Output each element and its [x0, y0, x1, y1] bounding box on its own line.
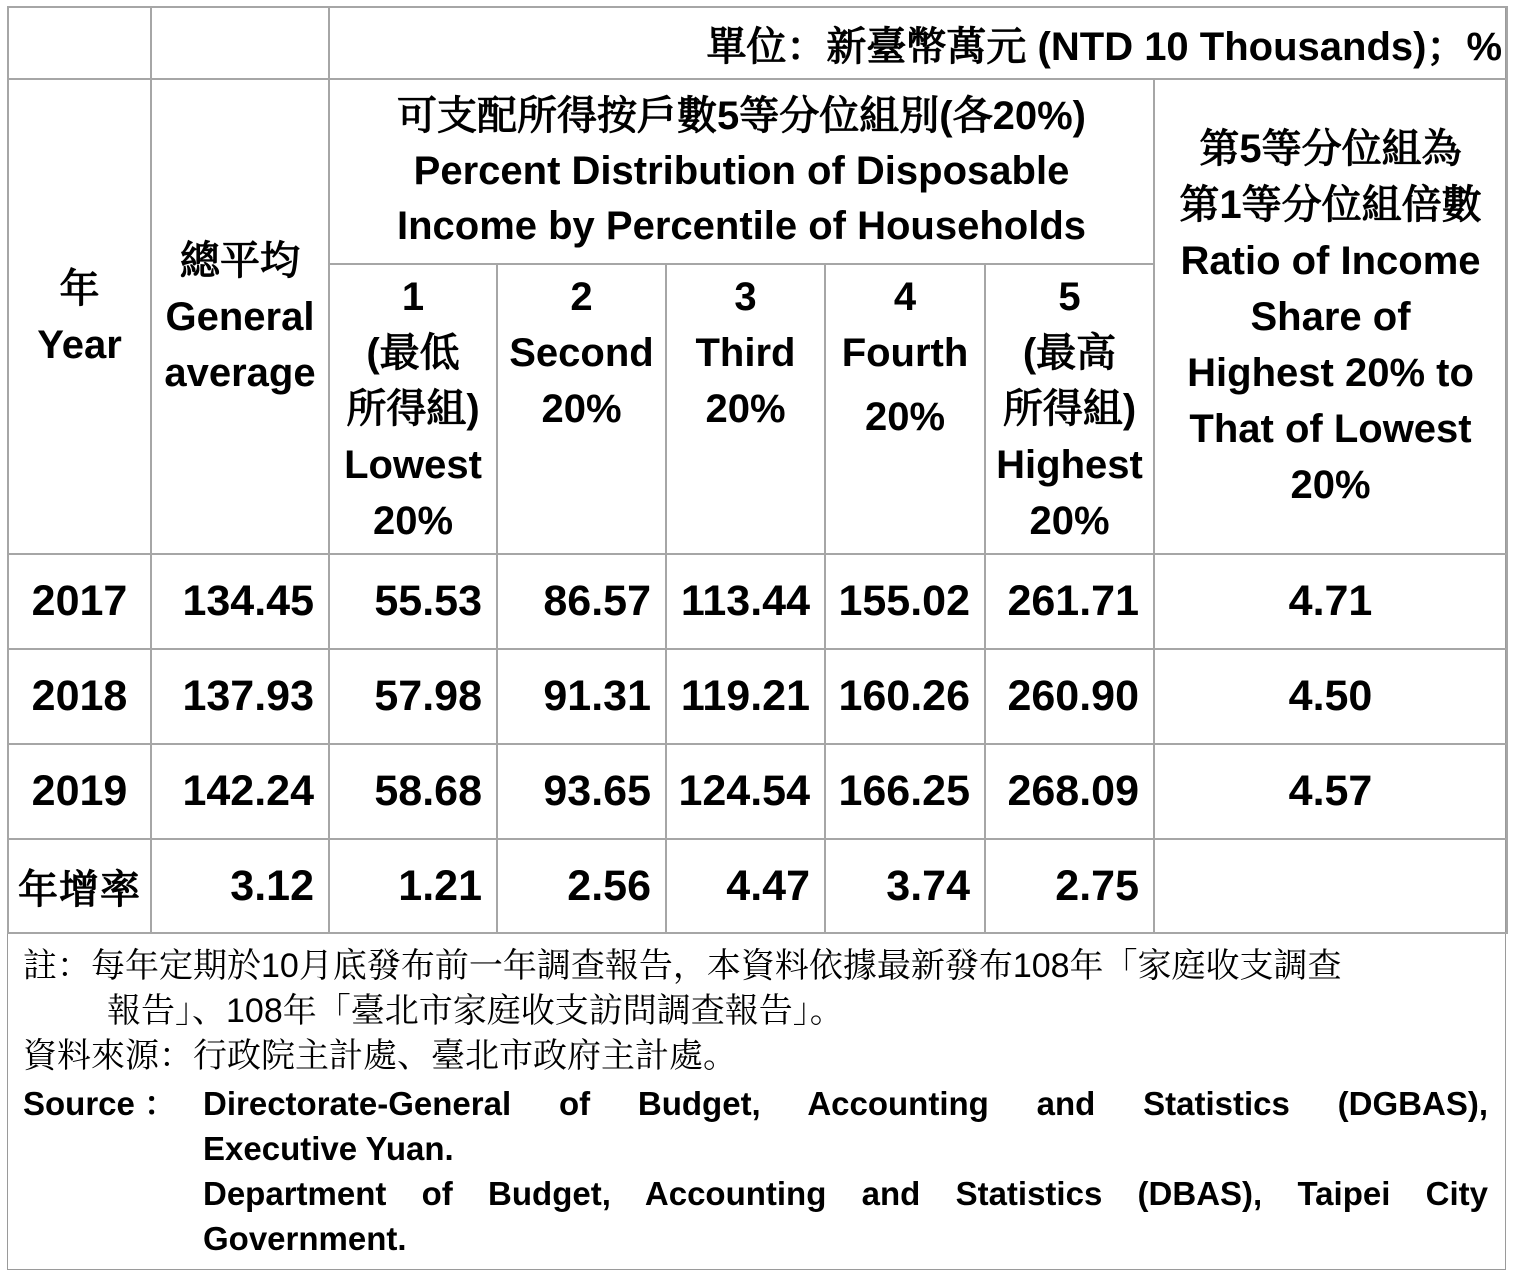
avg-cell: 134.45 — [151, 554, 329, 649]
q5-en2: 20% — [1029, 499, 1110, 543]
growth-q3-cell: 4.47 — [666, 839, 825, 933]
growth-row — [8, 839, 1507, 933]
q3-cell: 124.54 — [666, 744, 825, 839]
ratio-cell: 4.71 — [1154, 554, 1507, 649]
q1-cell: 58.68 — [329, 744, 497, 839]
q2-cell: 86.57 — [497, 554, 666, 649]
dist-header-zh: 可支配所得按戶數5等分位組別(各20%) — [397, 94, 1086, 138]
q5-zh2: 所得組) — [1002, 387, 1137, 431]
q5-zh1: (最高 — [1022, 331, 1117, 375]
source-en — [23, 1081, 1488, 1261]
ratio-header-zh1: 第5等分位組為 — [1199, 126, 1462, 171]
dist-header-en1: Percent Distribution of Disposable — [413, 149, 1070, 193]
ratio-header — [1154, 79, 1507, 554]
q3-en1: Third — [695, 331, 796, 375]
q4-en2: 20% — [864, 395, 946, 439]
growth-q4-cell: 3.74 — [825, 839, 985, 933]
notes-section — [7, 930, 1506, 1270]
q2-cell: 93.65 — [497, 744, 666, 839]
q1-en2: 20% — [372, 499, 454, 543]
ratio-header-en4: That of Lowest — [1189, 406, 1472, 451]
table-row — [8, 744, 1507, 839]
source-label: Source ： — [23, 1085, 178, 1122]
ratio-cell: 4.57 — [1154, 744, 1507, 839]
q4-num: 4 — [893, 275, 917, 319]
source-zh: 資料來源：行政院主計處、臺北市政府主計處。 — [23, 1037, 737, 1075]
q2-en1: Second — [509, 331, 654, 375]
q4-cell: 155.02 — [825, 554, 985, 649]
q5-num: 5 — [1058, 275, 1081, 319]
source-line-2: Executive Yuan. — [203, 1130, 454, 1167]
table-row — [8, 649, 1507, 744]
growth-avg-cell: 3.12 — [151, 839, 329, 933]
q5-cell: 268.09 — [985, 744, 1154, 839]
q1-num: 1 — [401, 275, 425, 319]
note-line-2: 報告」、108年「臺北市家庭收支訪問調查報告」。 — [107, 992, 844, 1030]
growth-ratio-cell — [1154, 839, 1507, 933]
header-row-1 — [8, 79, 1507, 264]
q2-num: 2 — [570, 275, 593, 319]
growth-q5-cell: 2.75 — [985, 839, 1154, 933]
table-row — [8, 554, 1507, 649]
year-header-zh: 年 — [59, 266, 100, 311]
year-header — [8, 79, 151, 554]
q3-en2: 20% — [705, 387, 786, 431]
ratio-header-en1: Ratio of Income — [1180, 238, 1481, 283]
q5-cell: 260.90 — [985, 649, 1154, 744]
dist-header-en2: Income by Percentile of Households — [396, 204, 1087, 248]
q4-cell: 160.26 — [825, 649, 985, 744]
q1-zh1: (最低 — [366, 331, 460, 375]
q5-en1: Highest — [996, 443, 1143, 487]
blank-cell — [8, 7, 151, 79]
income-distribution-table — [7, 6, 1508, 934]
quintile-5-header — [985, 264, 1154, 554]
q1-en1: Lowest — [344, 443, 482, 487]
ratio-cell: 4.50 — [1154, 649, 1507, 744]
quintile-4-header — [825, 264, 985, 554]
year-header-en: Year — [37, 322, 122, 367]
unit-label: 單位：新臺幣萬元 (NTD 10 Thousands)；% — [329, 7, 1507, 79]
quintile-2-header — [497, 264, 666, 554]
blank-cell — [151, 7, 329, 79]
ratio-header-en5: 20% — [1290, 462, 1371, 507]
quintile-1-header — [329, 264, 497, 554]
avg-cell: 142.24 — [151, 744, 329, 839]
source-line-1: Directorate-General of Budget, Accounting and Statistics (DGBAS), — [203, 1085, 1488, 1122]
avg-header-en2: average — [164, 350, 316, 395]
q4-cell: 166.25 — [825, 744, 985, 839]
avg-header-zh: 總平均 — [180, 238, 300, 283]
q2-en2: 20% — [541, 387, 622, 431]
ratio-header-en3: Highest 20% to — [1187, 350, 1474, 395]
q2-cell: 91.31 — [497, 649, 666, 744]
unit-row — [8, 7, 1507, 79]
source-line-4: Government. — [203, 1220, 407, 1257]
year-cell: 2019 — [8, 744, 151, 839]
q3-cell: 119.21 — [666, 649, 825, 744]
q3-cell: 113.44 — [666, 554, 825, 649]
ratio-header-en2: Share of — [1250, 294, 1411, 339]
growth-q2-cell: 2.56 — [497, 839, 666, 933]
source-line-3: Department of Budget, Accounting and Statistics (DBAS), Taipei City — [203, 1175, 1488, 1212]
note-line-1: 註：每年定期於10月底發布前一年調查報告，本資料依據最新發布108年「家庭收支調查 — [23, 947, 1342, 985]
source-body — [203, 1081, 1488, 1261]
q1-zh2: 所得組) — [346, 387, 480, 431]
q1-cell: 55.53 — [329, 554, 497, 649]
q4-en1: Fourth — [841, 331, 969, 375]
year-cell: 2018 — [8, 649, 151, 744]
distribution-header — [329, 79, 1154, 264]
growth-q1-cell: 1.21 — [329, 839, 497, 933]
q3-num: 3 — [734, 275, 757, 319]
year-cell: 2017 — [8, 554, 151, 649]
avg-cell: 137.93 — [151, 649, 329, 744]
q5-cell: 261.71 — [985, 554, 1154, 649]
ratio-header-zh2: 第1等分位組倍數 — [1179, 182, 1482, 227]
growth-label: 年增率 — [8, 839, 151, 933]
avg-header-en1: General — [165, 294, 315, 339]
general-average-header — [151, 79, 329, 554]
q1-cell: 57.98 — [329, 649, 497, 744]
quintile-3-header — [666, 264, 825, 554]
